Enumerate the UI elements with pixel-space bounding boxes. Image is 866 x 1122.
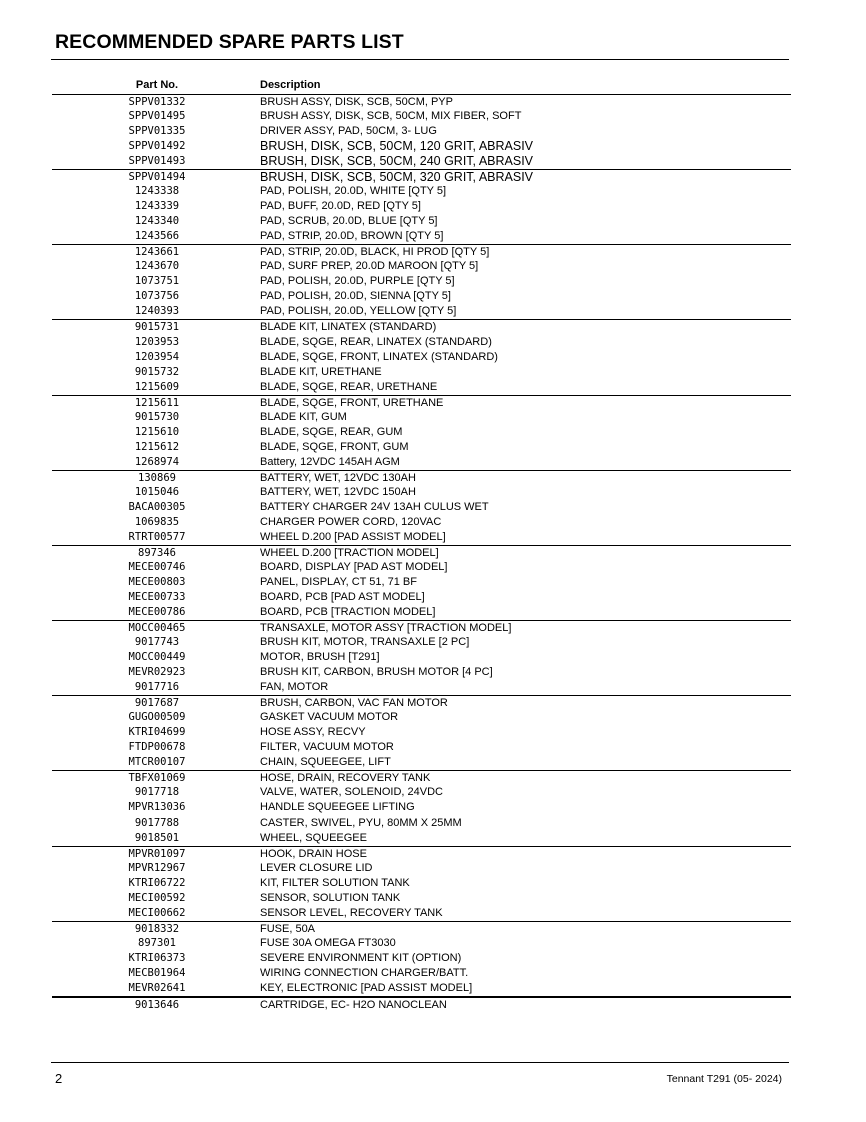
part-number: 1243340 <box>134 215 180 228</box>
table-row <box>52 319 791 334</box>
part-number: 1243670 <box>134 260 180 273</box>
part-description: BLADE, SQGE, REAR, GUM <box>260 425 403 438</box>
part-description: BRUSH, CARBON, VAC FAN MOTOR <box>260 697 448 710</box>
table-row <box>52 936 791 951</box>
part-description: PAD, SCRUB, 20.0D, BLUE [QTY 5] <box>260 215 438 228</box>
part-description: WIRING CONNECTION CHARGER/BATT. <box>260 966 469 979</box>
part-number: 1240393 <box>134 305 180 318</box>
table-row <box>52 289 791 304</box>
table-row <box>52 740 791 755</box>
part-description: BLADE KIT, GUM <box>260 410 347 423</box>
part-description: FILTER, VACUUM MOTOR <box>260 741 394 754</box>
part-description: HOSE, DRAIN, RECOVERY TANK <box>260 772 431 785</box>
part-description: SENSOR LEVEL, RECOVERY TANK <box>260 906 443 919</box>
table-row <box>52 365 791 380</box>
part-description: VALVE, WATER, SOLENOID, 24VDC <box>260 786 443 799</box>
table-row <box>52 997 791 1012</box>
part-description: BATTERY CHARGER 24V 13AH CULUS WET <box>260 500 489 513</box>
page-title: RECOMMENDED SPARE PARTS LIST <box>55 31 404 53</box>
part-number: MTCR00107 <box>128 756 186 769</box>
table-row <box>52 395 791 410</box>
table-row <box>52 876 791 891</box>
part-number: 1243566 <box>134 230 180 243</box>
table-row <box>52 425 791 440</box>
part-number: MPVR12967 <box>128 861 186 874</box>
part-number: 9015732 <box>134 365 180 378</box>
part-number: MECB01964 <box>128 966 186 979</box>
part-description: PAD, POLISH, 20.0D, SIENNA [QTY 5] <box>260 290 451 303</box>
part-description: BLADE KIT, LINATEX (STANDARD) <box>260 321 437 334</box>
part-number: 9017743 <box>134 636 180 649</box>
part-number: 1243338 <box>134 185 180 198</box>
part-number: 9018501 <box>134 831 180 844</box>
part-description: HANDLE SQUEEGEE LIFTING <box>260 801 415 814</box>
part-number: MOCC00449 <box>128 651 186 664</box>
part-number: MECE00746 <box>128 560 186 573</box>
part-description: BRUSH KIT, CARBON, BRUSH MOTOR [4 PC] <box>260 666 493 679</box>
column-header-part-no: Part No. <box>135 79 179 91</box>
parts-table <box>52 94 791 1012</box>
table-row <box>52 710 791 725</box>
part-description: BRUSH KIT, MOTOR, TRANSAXLE [2 PC] <box>260 636 470 649</box>
table-row <box>52 861 791 876</box>
footer-divider <box>51 1062 789 1063</box>
part-number: 897346 <box>138 546 176 559</box>
part-number: MEVR02923 <box>128 666 186 679</box>
part-number: SPPV01335 <box>128 125 186 138</box>
part-description: CARTRIDGE, EC- H2O NANOCLEAN <box>260 998 447 1011</box>
table-row <box>52 590 791 605</box>
part-description: MOTOR, BRUSH [T291] <box>260 651 380 664</box>
part-number: MPVR01097 <box>128 847 186 860</box>
table-row <box>52 966 791 981</box>
part-description: PAD, STRIP, 20.0D, BROWN [QTY 5] <box>260 230 444 243</box>
table-row <box>52 455 791 470</box>
table-row <box>52 335 791 350</box>
table-row <box>52 380 791 395</box>
part-number: MECE00786 <box>128 606 186 619</box>
part-description: SENSOR, SOLUTION TANK <box>260 891 401 904</box>
table-row <box>52 229 791 244</box>
table-row <box>52 891 791 906</box>
part-description: BOARD, DISPLAY [PAD AST MODEL] <box>260 560 448 573</box>
part-number: 9013646 <box>134 998 180 1011</box>
part-number: 1268974 <box>134 455 180 468</box>
part-description: FUSE 30A OMEGA FT3030 <box>260 936 396 949</box>
part-number: MECI00592 <box>128 891 186 904</box>
part-number: 1243339 <box>134 200 180 213</box>
part-number: GUGO00509 <box>128 711 186 724</box>
table-row <box>52 109 791 124</box>
part-number: 1073751 <box>134 275 180 288</box>
part-number: TBFX01069 <box>128 772 186 785</box>
part-number: 9015731 <box>134 321 180 334</box>
part-number: 1069835 <box>134 515 180 528</box>
part-description: PAD, POLISH, 20.0D, YELLOW [QTY 5] <box>260 305 457 318</box>
part-description: WHEEL D.200 [PAD ASSIST MODEL] <box>260 530 446 543</box>
part-description: HOOK, DRAIN HOSE <box>260 847 367 860</box>
table-row <box>52 560 791 575</box>
part-number: 1243661 <box>134 246 180 259</box>
part-description: BRUSH, DISK, SCB, 50CM, 240 GRIT, ABRASIV <box>260 154 534 169</box>
table-row <box>52 620 791 635</box>
part-number: 1215610 <box>134 425 180 438</box>
part-number: SPPV01492 <box>128 140 186 153</box>
part-description: FAN, MOTOR <box>260 681 329 694</box>
title-divider <box>51 59 789 60</box>
part-description: GASKET VACUUM MOTOR <box>260 711 399 724</box>
part-description: CASTER, SWIVEL, PYU, 80MM X 25MM <box>260 816 462 829</box>
part-description: CHAIN, SQUEEGEE, LIFT <box>260 756 391 769</box>
table-row <box>52 530 791 545</box>
table-row <box>52 650 791 665</box>
part-description: CHARGER POWER CORD, 120VAC <box>260 515 442 528</box>
part-number: SPPV01494 <box>128 171 186 184</box>
part-description: LEVER CLOSURE LID <box>260 861 373 874</box>
part-number: 1203954 <box>134 350 180 363</box>
part-description: BATTERY, WET, 12VDC 130AH <box>260 471 416 484</box>
table-row <box>52 816 791 831</box>
part-description: DRIVER ASSY, PAD, 50CM, 3- LUG <box>260 125 437 138</box>
page-number: 2 <box>55 1071 63 1086</box>
part-description: PAD, POLISH, 20.0D, WHITE [QTY 5] <box>260 185 447 198</box>
part-number: KTRI04699 <box>128 726 186 739</box>
part-number: MPVR13036 <box>128 801 186 814</box>
part-description: WHEEL, SQUEEGEE <box>260 831 367 844</box>
table-row <box>52 154 791 169</box>
table-row <box>52 755 791 770</box>
table-row <box>52 440 791 455</box>
part-description: PAD, SURF PREP, 20.0D MAROON [QTY 5] <box>260 260 479 273</box>
table-row <box>52 981 791 996</box>
table-row <box>52 470 791 485</box>
part-number: 9017716 <box>134 681 180 694</box>
table-row <box>52 274 791 289</box>
part-number: 1015046 <box>134 485 180 498</box>
table-row <box>52 94 791 109</box>
part-number: 9017687 <box>134 697 180 710</box>
part-number: KTRI06722 <box>128 876 186 889</box>
table-row <box>52 680 791 695</box>
table-row <box>52 139 791 154</box>
part-number: SPPV01493 <box>128 155 186 168</box>
part-description: PANEL, DISPLAY, CT 51, 71 BF <box>260 576 417 588</box>
part-description: TRANSAXLE, MOTOR ASSY [TRACTION MODEL] <box>260 622 512 635</box>
part-number: MOCC00465 <box>128 622 186 635</box>
part-description: BRUSH ASSY, DISK, SCB, 50CM, MIX FIBER, SOFT <box>260 110 522 123</box>
part-number: MECE00803 <box>128 576 186 588</box>
part-number: 9017718 <box>134 786 180 799</box>
part-number: 9015730 <box>134 410 180 423</box>
table-row <box>52 410 791 425</box>
table-row <box>52 725 791 740</box>
part-number: 1203953 <box>134 335 180 348</box>
table-row <box>52 259 791 274</box>
part-description: PAD, STRIP, 20.0D, BLACK, HI PROD [QTY 5] <box>260 246 490 259</box>
part-description: BRUSH ASSY, DISK, SCB, 50CM, PYP <box>260 96 453 108</box>
part-number: BACA00305 <box>128 500 186 513</box>
part-description: BLADE, SQGE, REAR, LINATEX (STANDARD) <box>260 335 492 348</box>
part-number: KTRI06373 <box>128 951 186 964</box>
part-description: BLADE, SQGE, FRONT, LINATEX (STANDARD) <box>260 350 498 363</box>
table-row <box>52 244 791 259</box>
table-row <box>52 515 791 530</box>
part-description: WHEEL D.200 [TRACTION MODEL] <box>260 546 439 559</box>
part-description: BOARD, PCB [TRACTION MODEL] <box>260 606 436 619</box>
table-row <box>52 169 791 184</box>
part-description: BOARD, PCB [PAD AST MODEL] <box>260 591 425 604</box>
table-row <box>52 921 791 936</box>
table-row <box>52 184 791 199</box>
part-description: BRUSH, DISK, SCB, 50CM, 320 GRIT, ABRASIV <box>260 170 534 185</box>
part-number: 1215611 <box>134 396 180 409</box>
part-number: 9018332 <box>134 922 180 935</box>
table-row <box>52 605 791 620</box>
table-row <box>52 199 791 214</box>
part-description: BLADE, SQGE, FRONT, URETHANE <box>260 396 444 409</box>
part-description: KIT, FILTER SOLUTION TANK <box>260 876 410 889</box>
part-description: FUSE, 50A <box>260 922 316 935</box>
footer-document-id: Tennant T291 (05- 2024) <box>666 1073 782 1085</box>
table-row <box>52 124 791 139</box>
part-description: KEY, ELECTRONIC [PAD ASSIST MODEL] <box>260 981 473 994</box>
part-number: 1215612 <box>134 440 180 453</box>
table-row <box>52 785 791 800</box>
part-description: PAD, BUFF, 20.0D, RED [QTY 5] <box>260 200 421 213</box>
table-row <box>52 665 791 680</box>
part-number: MECE00733 <box>128 591 186 604</box>
table-row <box>52 304 791 319</box>
part-number: FTDP00678 <box>128 741 186 754</box>
part-description: BLADE, SQGE, REAR, URETHANE <box>260 380 438 393</box>
part-number: MEVR02641 <box>128 981 186 994</box>
part-number: RTRT00577 <box>128 530 186 543</box>
part-description: Battery, 12VDC 145AH AGM <box>260 455 400 468</box>
part-description: PAD, POLISH, 20.0D, PURPLE [QTY 5] <box>260 275 455 288</box>
table-row <box>52 951 791 966</box>
column-header-description: Description <box>260 79 321 91</box>
table-row <box>52 214 791 229</box>
part-number: 1073756 <box>134 290 180 303</box>
table-row <box>52 485 791 500</box>
part-description: SEVERE ENVIRONMENT KIT (OPTION) <box>260 951 462 964</box>
part-description: BATTERY, WET, 12VDC 150AH <box>260 485 416 498</box>
table-row <box>52 695 791 710</box>
part-description: HOSE ASSY, RECVY <box>260 726 366 739</box>
table-row <box>52 770 791 785</box>
part-description: BRUSH, DISK, SCB, 50CM, 120 GRIT, ABRASIV <box>260 139 534 154</box>
table-row <box>52 635 791 650</box>
table-row <box>52 831 791 846</box>
table-row <box>52 575 791 590</box>
table-row <box>52 500 791 515</box>
table-row <box>52 545 791 560</box>
part-description: BLADE KIT, URETHANE <box>260 365 382 378</box>
table-row <box>52 846 791 861</box>
part-number: SPPV01495 <box>128 110 186 123</box>
table-row <box>52 350 791 365</box>
part-description: BLADE, SQGE, FRONT, GUM <box>260 440 409 453</box>
table-row <box>52 906 791 921</box>
part-number: MECI00662 <box>128 906 186 919</box>
part-number: 9017788 <box>134 816 180 829</box>
part-number: 1215609 <box>134 380 180 393</box>
part-number: 130869 <box>138 471 176 484</box>
part-number: 897301 <box>138 936 176 949</box>
table-row <box>52 800 791 815</box>
part-number: SPPV01332 <box>128 96 186 108</box>
